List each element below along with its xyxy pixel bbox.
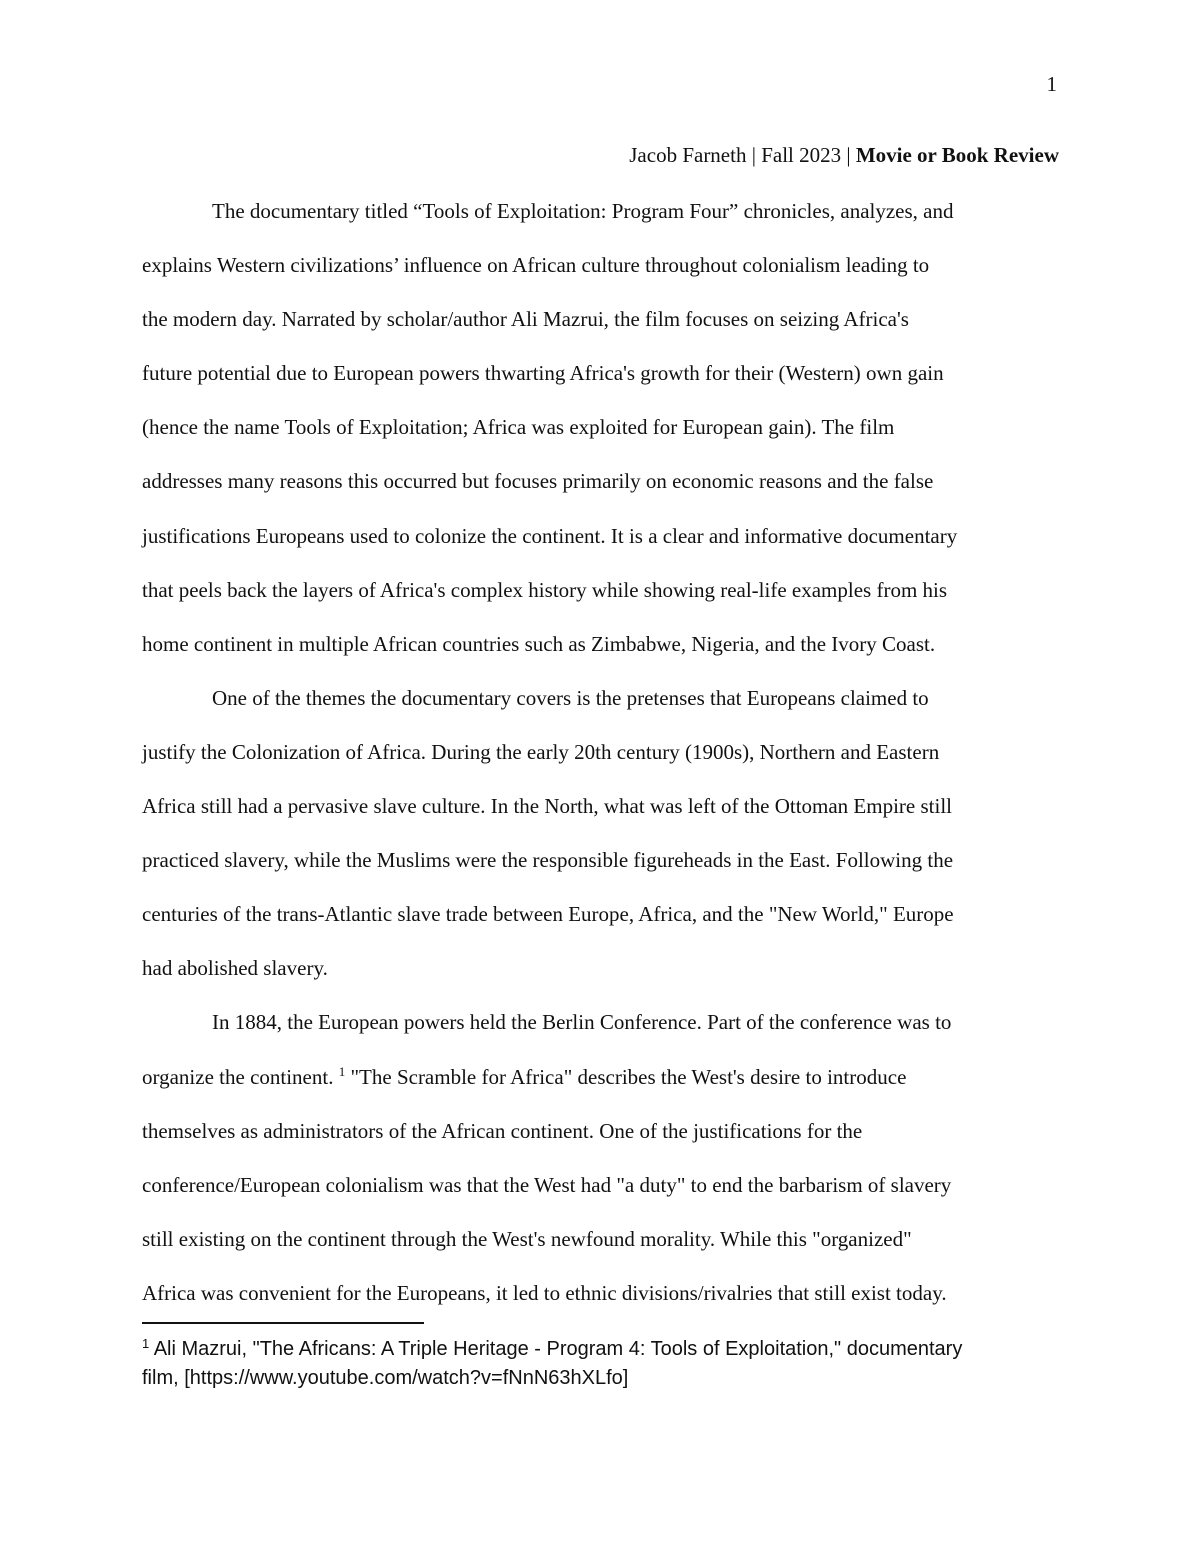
paragraph-3-text: "The Scramble for Africa" describes the West's desire to introduce xyxy=(345,1064,907,1089)
paragraph-2-line: One of the themes the documentary covers is the pretenses that Europeans claimed to xyxy=(212,685,929,710)
footnote-reference[interactable]: 1 xyxy=(338,1063,346,1079)
paragraph-1-line: that peels back the layers of Africa's complex history while showing real-life examples from his xyxy=(142,577,948,602)
paragraph-3-text: organize the continent. xyxy=(142,1064,339,1089)
paragraph-2-line: practiced slavery, while the Muslims were the responsible figureheads in the East. Following the xyxy=(142,848,954,873)
paragraph-3-line: conference/European colonialism was that the West had "a duty" to end the barbarism of slavery xyxy=(142,1172,952,1197)
paragraph-3-line xyxy=(142,1050,1060,1104)
paragraph-2-line: justify the Colonization of Africa. During the early 20th century (1900s), Northern and Eastern xyxy=(142,739,940,764)
paragraph-1-line: The documentary titled “Tools of Exploitation: Program Four” chronicles, analyzes, and xyxy=(212,199,954,223)
paragraph-3-line: In 1884, the European powers held the Berlin Conference. Part of the conference was to xyxy=(212,1010,952,1035)
footnote xyxy=(142,1335,1072,1393)
paragraph-3-line: still existing on the continent through the West's newfound morality. While this "organized" xyxy=(142,1226,912,1251)
paragraph-1-line: justifications Europeans used to colonize the continent. It is a clear and informative documentary xyxy=(142,523,958,548)
footnote-text: Ali Mazrui, "The Africans: A Triple Heritage - Program 4: Tools of Exploitation," documentary xyxy=(149,1338,963,1360)
header-separator: | xyxy=(746,143,762,167)
footnote-line: film, [https://www.youtube.com/watch?v=fNnN63hXLfo] xyxy=(142,1367,629,1389)
paragraph-1-line: explains Western civilizations’ influence on African culture throughout colonialism leading to xyxy=(142,253,930,278)
paragraph-3-line: themselves as administrators of the African continent. One of the justifications for the xyxy=(142,1118,863,1143)
paragraph-2-line: centuries of the trans-Atlantic slave trade between Europe, Africa, and the "New World," Europe xyxy=(142,902,954,927)
paragraph-1-line: future potential due to European powers thwarting Africa's growth for their (Western) own gain xyxy=(142,361,944,386)
footnote-marker: 1 xyxy=(142,1336,150,1351)
paragraph-3-line: Africa was convenient for the Europeans, it led to ethnic divisions/rivalries that still exist today. xyxy=(142,1280,947,1305)
paragraph-1-line: the modern day. Narrated by scholar/author Ali Mazrui, the film focuses on seizing Africa's xyxy=(142,307,909,332)
header-separator: | xyxy=(841,143,856,167)
header-term: Fall 2023 xyxy=(761,143,842,167)
paragraph-2-line: Africa still had a pervasive slave culture. In the North, what was left of the Ottoman Empire still xyxy=(142,794,953,819)
header-author: Jacob Farneth xyxy=(629,143,747,167)
paragraph-1-line: addresses many reasons this occurred but focuses primarily on economic reasons and the false xyxy=(142,469,934,494)
body-text xyxy=(142,184,1060,1320)
paragraph-2-line: had abolished slavery. xyxy=(142,956,328,981)
paragraph-1-line: (hence the name Tools of Exploitation; Africa was exploited for European gain). The film xyxy=(142,415,895,440)
paragraph-1-line: home continent in multiple African countries such as Zimbabwe, Nigeria, and the Ivory Coast. xyxy=(142,631,936,656)
page-number: 1 xyxy=(1046,72,1057,96)
footnote-separator xyxy=(142,1322,424,1324)
footnote-line xyxy=(142,1335,1072,1364)
running-header xyxy=(629,143,1059,168)
header-assignment: Movie or Book Review xyxy=(855,143,1059,167)
